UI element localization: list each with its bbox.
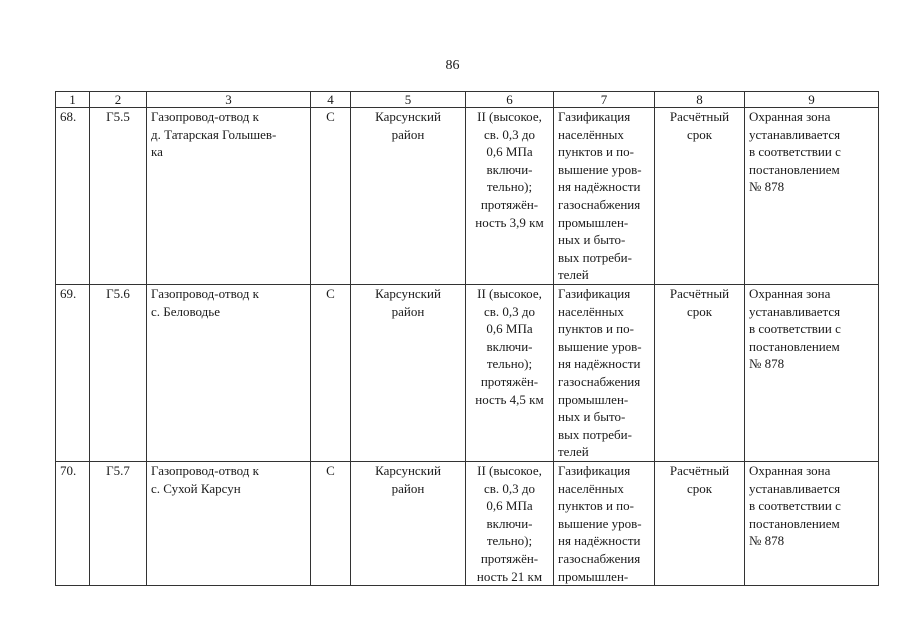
cell-line: Карсунский <box>375 109 441 124</box>
cell-line: св. 0,3 до <box>483 480 536 496</box>
code-cell: Г5.7 <box>90 462 147 586</box>
cell-line: промышлен- <box>558 568 629 584</box>
column-number: 3 <box>147 92 311 108</box>
cell-line: населённых <box>558 126 624 142</box>
term-cell <box>655 462 745 586</box>
cell-line: Охранная зона <box>749 286 831 301</box>
cell-line: в соответствии с <box>749 144 841 160</box>
column-number: 8 <box>655 92 745 108</box>
cell-line: Охранная зона <box>749 109 831 124</box>
cell-line: устанавливается <box>749 480 841 496</box>
cell-line: район <box>391 303 425 319</box>
cell-line: II (высокое, <box>477 463 542 478</box>
cell-line: пунктов и по- <box>558 144 634 160</box>
cell-line: Охранная зона <box>749 463 831 478</box>
column-number: 5 <box>351 92 466 108</box>
cell-line: вых потреби- <box>558 426 632 442</box>
cell-line: в соответствии с <box>749 498 841 514</box>
cell-line: устанавливается <box>749 303 841 319</box>
column-number: 9 <box>745 92 879 108</box>
purpose-cell <box>554 108 655 285</box>
facility-name-cell <box>147 108 311 285</box>
column-number: 1 <box>56 92 90 108</box>
district-cell <box>351 462 466 586</box>
cell-line: тельно); <box>486 533 533 549</box>
cell-line: вышение уров- <box>558 338 642 354</box>
cell-line: срок <box>686 303 713 319</box>
cell-line: ка <box>151 144 163 160</box>
cell-line: устанавливается <box>749 126 841 142</box>
row-number-cell: 70. <box>56 462 90 586</box>
cell-line: Расчётный <box>669 463 730 478</box>
purpose-cell <box>554 462 655 586</box>
cell-line: срок <box>686 480 713 496</box>
cell-line: телей <box>558 444 589 460</box>
cell-line: ность 21 км <box>476 568 543 584</box>
term-cell <box>655 285 745 462</box>
table-row <box>56 462 879 586</box>
facility-name-cell <box>147 285 311 462</box>
cell-line: с. Беловодье <box>151 303 220 319</box>
cell-line: в соответствии с <box>749 321 841 337</box>
cell-line: ня надёжности <box>558 179 641 195</box>
district-cell <box>351 285 466 462</box>
column-number: 4 <box>311 92 351 108</box>
parameters-cell <box>466 285 554 462</box>
cell-line: пунктов и по- <box>558 498 634 514</box>
parameters-cell <box>466 108 554 285</box>
cell-line: Газификация <box>558 286 631 301</box>
protection-zone-cell <box>745 285 879 462</box>
cell-line: газоснабжения <box>558 373 641 389</box>
cell-line: район <box>391 480 425 496</box>
type-cell: С <box>311 285 351 462</box>
cell-line: населённых <box>558 303 624 319</box>
cell-line: газоснабжения <box>558 550 641 566</box>
cell-line: Газопровод-отвод к <box>151 463 259 478</box>
cell-line: постановлением <box>749 161 840 177</box>
cell-line: населённых <box>558 480 624 496</box>
cell-line: протяжён- <box>480 196 539 212</box>
cell-line: тельно); <box>486 179 533 195</box>
cell-line: телей <box>558 267 589 283</box>
cell-line: с. Сухой Карсун <box>151 480 241 496</box>
facility-name-cell <box>147 462 311 586</box>
cell-line: протяжён- <box>480 550 539 566</box>
cell-line: II (высокое, <box>477 286 542 301</box>
column-number: 6 <box>466 92 554 108</box>
cell-line: включи- <box>486 161 533 177</box>
cell-line: 0,6 МПа <box>486 144 533 160</box>
cell-line: ня надёжности <box>558 533 641 549</box>
table-row <box>56 285 879 462</box>
cell-line: постановлением <box>749 515 840 531</box>
code-cell: Г5.6 <box>90 285 147 462</box>
cell-line: ность 4,5 км <box>475 391 544 407</box>
protection-zone-cell <box>745 108 879 285</box>
type-cell: С <box>311 108 351 285</box>
column-number-row <box>56 92 879 108</box>
cell-line: район <box>391 126 425 142</box>
cell-line: ных и быто- <box>558 232 626 248</box>
code-cell: Г5.5 <box>90 108 147 285</box>
purpose-cell <box>554 285 655 462</box>
cell-line: ных и быто- <box>558 409 626 425</box>
cell-line: № 878 <box>749 179 785 195</box>
type-cell: С <box>311 462 351 586</box>
cell-line: промышлен- <box>558 214 629 230</box>
cell-line: вышение уров- <box>558 515 642 531</box>
cell-line: газоснабжения <box>558 196 641 212</box>
cell-line: Карсунский <box>375 463 441 478</box>
cell-line: Газопровод-отвод к <box>151 286 259 301</box>
column-number: 7 <box>554 92 655 108</box>
cell-line: 0,6 МПа <box>486 321 533 337</box>
cell-line: св. 0,3 до <box>483 126 536 142</box>
cell-line: св. 0,3 до <box>483 303 536 319</box>
cell-line: № 878 <box>749 356 785 372</box>
protection-zone-cell <box>745 462 879 586</box>
cell-line: д. Татарская Голышев- <box>151 126 277 142</box>
cell-line: включи- <box>486 338 533 354</box>
cell-line: срок <box>686 126 713 142</box>
cell-line: Газификация <box>558 109 631 124</box>
cell-line: Карсунский <box>375 286 441 301</box>
row-number-cell: 69. <box>56 285 90 462</box>
parameters-cell <box>466 462 554 586</box>
cell-line: промышлен- <box>558 391 629 407</box>
cell-line: Газификация <box>558 463 631 478</box>
cell-line: Расчётный <box>669 109 730 124</box>
cell-line: включи- <box>486 515 533 531</box>
cell-line: 0,6 МПа <box>486 498 533 514</box>
district-cell <box>351 108 466 285</box>
cell-line: постановлением <box>749 338 840 354</box>
cell-line: ность 3,9 км <box>475 214 544 230</box>
table-row <box>56 108 879 285</box>
cell-line: протяжён- <box>480 373 539 389</box>
cell-line: пунктов и по- <box>558 321 634 337</box>
cell-line: Расчётный <box>669 286 730 301</box>
cell-line: тельно); <box>486 356 533 372</box>
cell-line: ня надёжности <box>558 356 641 372</box>
cell-line: Газопровод-отвод к <box>151 109 259 124</box>
cell-line: вых потреби- <box>558 249 632 265</box>
cell-line: вышение уров- <box>558 161 642 177</box>
facilities-table <box>55 91 879 586</box>
column-number: 2 <box>90 92 147 108</box>
page-number: 86 <box>445 58 460 73</box>
cell-line: № 878 <box>749 533 785 549</box>
term-cell <box>655 108 745 285</box>
row-number-cell: 68. <box>56 108 90 285</box>
cell-line: II (высокое, <box>477 109 542 124</box>
